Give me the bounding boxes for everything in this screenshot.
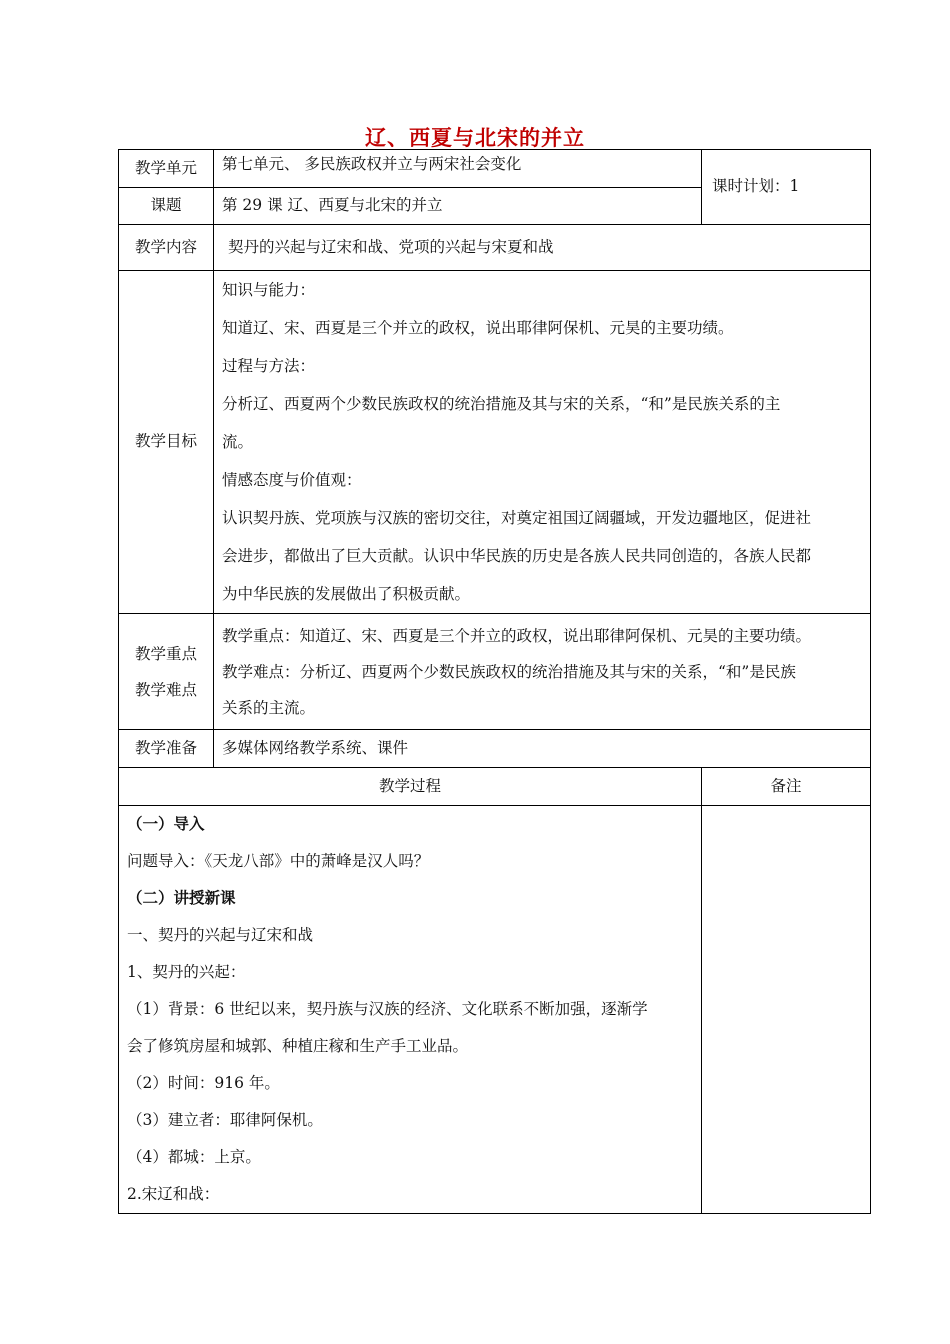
process-cell <box>119 806 702 1214</box>
prep-label: 教学准备 <box>119 730 214 768</box>
content-value: 契丹的兴起与辽宋和战、党项的兴起与宋夏和战 <box>214 225 871 271</box>
key-line: 教学重点：知道辽、宋、西夏是三个并立的政权，说出耶律阿保机、元昊的主要功绩。 <box>222 626 812 645</box>
key-difficulty-cell <box>214 614 871 730</box>
process-line: （3）建立者：耶律阿保机。 <box>127 1111 323 1129</box>
remarks-header: 备注 <box>702 768 871 806</box>
topic-label: 课题 <box>119 188 214 225</box>
process-line: 2.宋辽和战： <box>127 1185 220 1203</box>
prep-value: 多媒体网络教学系统、课件 <box>214 730 871 768</box>
objective-line: 知识与能力： <box>222 281 316 299</box>
process-line: 1、契丹的兴起： <box>127 963 246 981</box>
process-line: 问题导入：《天龙八部》中的萧峰是汉人吗？ <box>127 852 430 870</box>
section-heading: （二）讲授新课 <box>127 889 236 907</box>
remarks-cell <box>702 806 871 1214</box>
difficulty-label: 教学难点 <box>134 680 197 699</box>
objective-line: 过程与方法： <box>222 357 316 375</box>
section-heading: （一）导入 <box>127 815 205 833</box>
objective-line: 会进步，都做出了巨大贡献。认识中华民族的历史是各族人民共同创造的，各族人民都 <box>222 547 812 565</box>
unit-label: 教学单元 <box>119 150 214 188</box>
key-line: 教学难点：分析辽、西夏两个少数民族政权的统治措施及其与宋的关系，“和”是民族 <box>222 662 796 681</box>
topic-value: 第 29 课 辽、西夏与北宋的并立 <box>214 188 702 225</box>
key-point-label: 教学重点 <box>134 644 197 663</box>
objectives-cell <box>214 271 871 614</box>
process-line: （1）背景：6 世纪以来，契丹族与汉族的经济、文化联系不断加强，逐渐学 <box>127 1000 648 1018</box>
objective-line: 为中华民族的发展做出了积极贡献。 <box>222 585 471 603</box>
objectives-label: 教学目标 <box>119 271 214 614</box>
process-line: 一、契丹的兴起与辽宋和战 <box>127 926 314 944</box>
objective-line: 流。 <box>222 433 254 451</box>
process-header: 教学过程 <box>119 768 702 806</box>
objective-line: 情感态度与价值观： <box>222 471 362 489</box>
objective-line: 认识契丹族、党项族与汉族的密切交往，对奠定祖国辽阔疆域，开发边疆地区，促进社 <box>222 509 812 527</box>
schedule-cell: 课时计划：1 <box>702 150 871 225</box>
process-line: 会了修筑房屋和城郭、种植庄稼和生产手工业品。 <box>127 1037 469 1055</box>
objective-line: 分析辽、西夏两个少数民族政权的统治措施及其与宋的关系，“和”是民族关系的主 <box>222 395 781 413</box>
unit-value: 第七单元、 多民族政权并立与两宋社会变化 <box>214 150 702 188</box>
process-line: （2）时间：916 年。 <box>127 1074 280 1092</box>
key-line: 关系的主流。 <box>222 698 316 717</box>
process-line: （4）都城：上京。 <box>127 1148 261 1166</box>
document-title: 辽、西夏与北宋的并立 <box>365 126 585 150</box>
key-difficulty-label <box>119 614 214 730</box>
objective-line: 知道辽、宋、西夏是三个并立的政权，说出耶律阿保机、元昊的主要功绩。 <box>222 319 734 337</box>
content-label: 教学内容 <box>119 225 214 271</box>
lesson-plan-table <box>118 149 871 1214</box>
